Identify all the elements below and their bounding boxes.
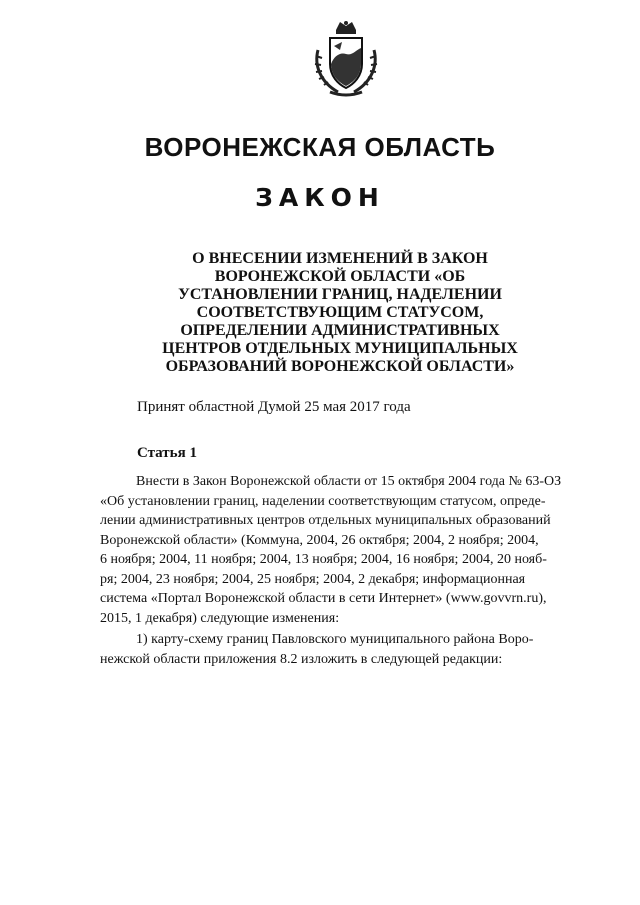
law-title-line: ОБРАЗОВАНИЙ ВОРОНЕЖСКОЙ ОБЛАСТИ» — [165, 358, 515, 375]
item-line: нежской области приложения 8.2 изложить в следующей редакции: — [100, 651, 503, 667]
law-title-line: ВОРОНЕЖСКОЙ ОБЛАСТИ «ОБ — [214, 268, 466, 285]
voronezh-coat-of-arms-icon — [310, 20, 382, 98]
region-heading: ВОРОНЕЖСКАЯ ОБЛАСТЬ — [144, 132, 496, 162]
paragraph-line: лении административных центров отдельных муниципальных образований — [100, 513, 551, 528]
article-heading: Статья 1 — [137, 445, 197, 461]
paragraph-line: Воронежской области» (Коммуна, 2004, 26 октября; 2004, 2 ноября; 2004, — [100, 532, 539, 548]
paragraph-line: ря; 2004, 23 ноября; 2004, 25 ноября; 2004, 2 декабря; информационная — [100, 571, 526, 587]
amendment-item — [100, 630, 590, 669]
adoption-note: Принят областной Думой 25 мая 2017 года — [137, 399, 411, 415]
paragraph-line: система «Портал Воронежской области в сети Интернет» (www.govvrn.ru), — [100, 591, 547, 606]
law-title-line: ЦЕНТРОВ ОТДЕЛЬНЫХ МУНИЦИПАЛЬНЫХ — [162, 340, 518, 357]
law-title-line: ОПРЕДЕЛЕНИИ АДМИНИСТРАТИВНЫХ — [180, 322, 500, 339]
document-type-heading: ЗАКОН — [255, 183, 385, 212]
law-title-line: О ВНЕСЕНИИ ИЗМЕНЕНИЙ В ЗАКОН — [192, 250, 488, 267]
paragraph-line: 6 ноября; 2004, 11 ноября; 2004, 13 ноября; 2004, 16 ноября; 2004, 20 нояб- — [100, 552, 547, 567]
paragraph-line: Внести в Закон Воронежской области от 15 октября 2004 года № 63-ОЗ — [136, 474, 562, 489]
paragraph-line: «Об установлении границ, наделении соответствующим статусом, опреде- — [100, 493, 546, 509]
law-title-line: СООТВЕТСТВУЮЩИМ СТАТУСОМ, — [196, 304, 484, 321]
article-paragraph — [100, 472, 590, 628]
law-title-line: УСТАНОВЛЕНИИ ГРАНИЦ, НАДЕЛЕНИИ — [178, 286, 502, 303]
item-line: 1) карту-схему границ Павловского муниципального района Воро- — [136, 632, 534, 647]
paragraph-line: 2015, 1 декабря) следующие изменения: — [100, 610, 340, 626]
law-title — [150, 250, 530, 376]
